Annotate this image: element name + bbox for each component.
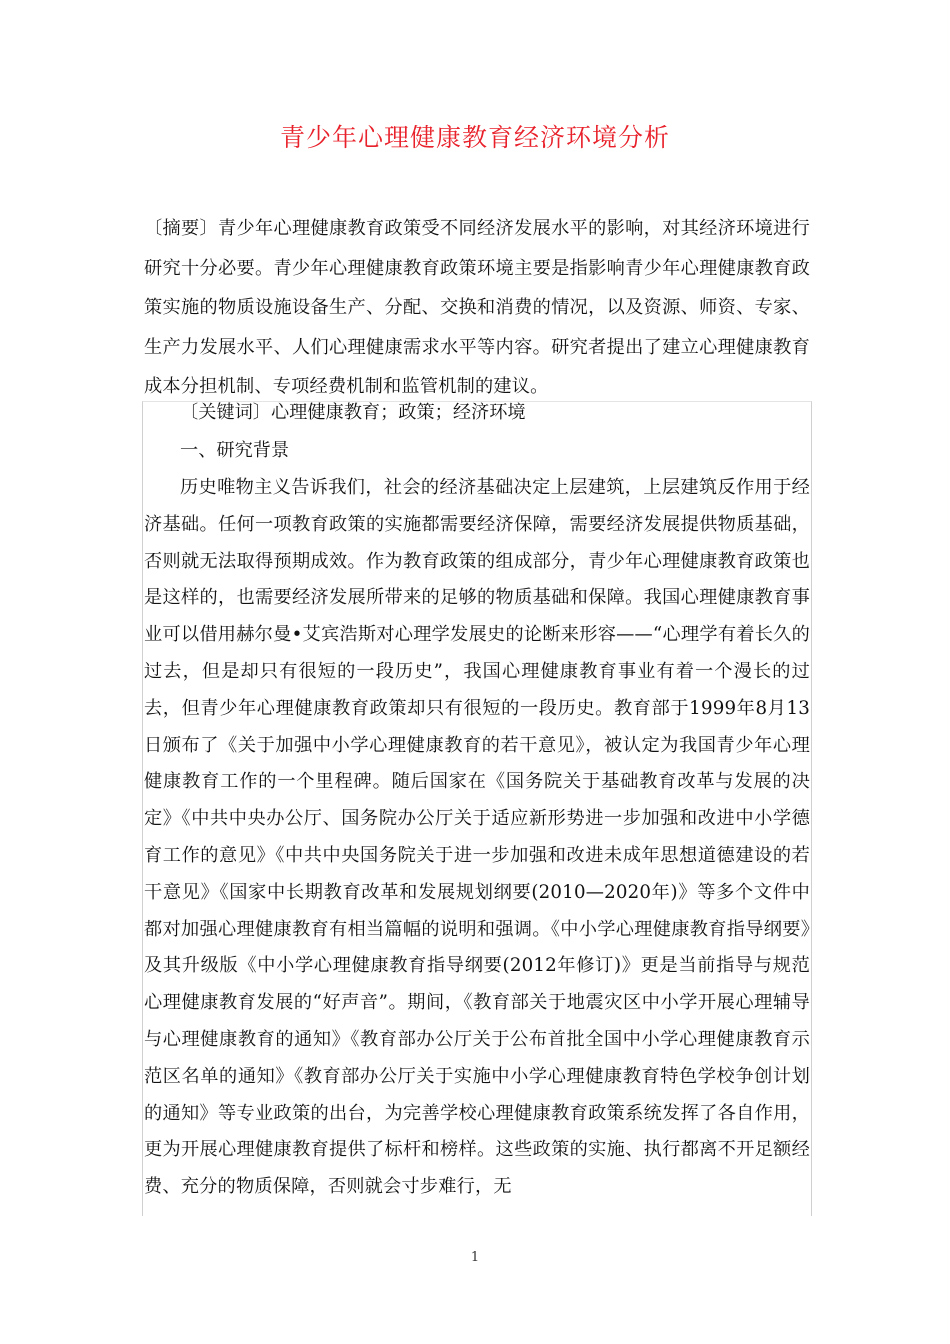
abstract-paragraph: 〔摘要〕青少年心理健康教育政策受不同经济发展水平的影响，对其经济环境进行研究十分必要。青少年心理健康教育政策环境主要是指影响青少年心理健康教育政策实施的物质设施设备生产、分配、交换和消费的情况，以及资源、师资、专家、生产力发展水平、人们心理健康需求水平等内容。研究者提出了建立心理健康教育成本分担机制、专项经费机制和监管机制的建议。 <box>144 218 810 398</box>
page-number: 1 <box>470 1250 480 1265</box>
body-paragraph: 历史唯物主义告诉我们，社会的经济基础决定上层建筑，上层建筑反作用于经济基础。任何一项教育政策的实施都需要经济保障，需要经济发展提供物质基础，否则就无法取得预期成效。作为教育政策的组成部分，青少年心理健康教育政策也是这样的，也需要经济发展所带来的足够的物质基础和保障。我国心理健康教育事业可以借用赫尔曼•艾宾浩斯对心理学发展史的论断来形容——“心理学有着长久的过去，但是却只有很短的一段历史”，我国心理健康教育事业有着一个漫长的过去，但青少年心理健康教育政策却只有很短的一段历史。教育部于1999年8月13日颁布了《关于加强中小学心理健康教育的若干意见》，被认定为我国青少年心理健康教育工作的一个里程碑。随后国家在《国务院关于基础教育改革与发展的决定》《中共中央办公厅、国务院办公厅关于适应新形势进一步加强和改进中小学德育工作的意见》《中共中央国务院关于进一步加强和改进未成年思想道德建设的若干意见》《国家中长期教育改革和发展规划纲要(2010—2020年)》等多个文件中都对加强心理健康教育有相当篇幅的说明和强调。《中小学心理健康教育指导纲要》及其升级版《中小学心理健康教育指导纲要(2012年修订)》更是当前指导与规范心理健康教育发展的“好声音”。期间，《教育部关于地震灾区中小学开展心理辅导与心理健康教育的通知》《教育部办公厅关于公布首批全国中小学心理健康教育示范区名单的通知》《教育部办公厅关于实施中小学心理健康教育特色学校争创计划的通知》等专业政策的出台，为完善学校心理健康教育政策系统发挥了各自作用，更为开展心理健康教育提供了标杆和榜样。这些政策的实施、执行都离不开足额经费、充分的物质保障，否则就会寸步难行，无 <box>144 477 810 1198</box>
keywords-line: 〔关键词〕心理健康教育；政策；经济环境 <box>180 402 526 423</box>
section-heading: 一、研究背景 <box>180 440 290 461</box>
document-title: 青少年心理健康教育经济环境分析 <box>279 123 670 152</box>
